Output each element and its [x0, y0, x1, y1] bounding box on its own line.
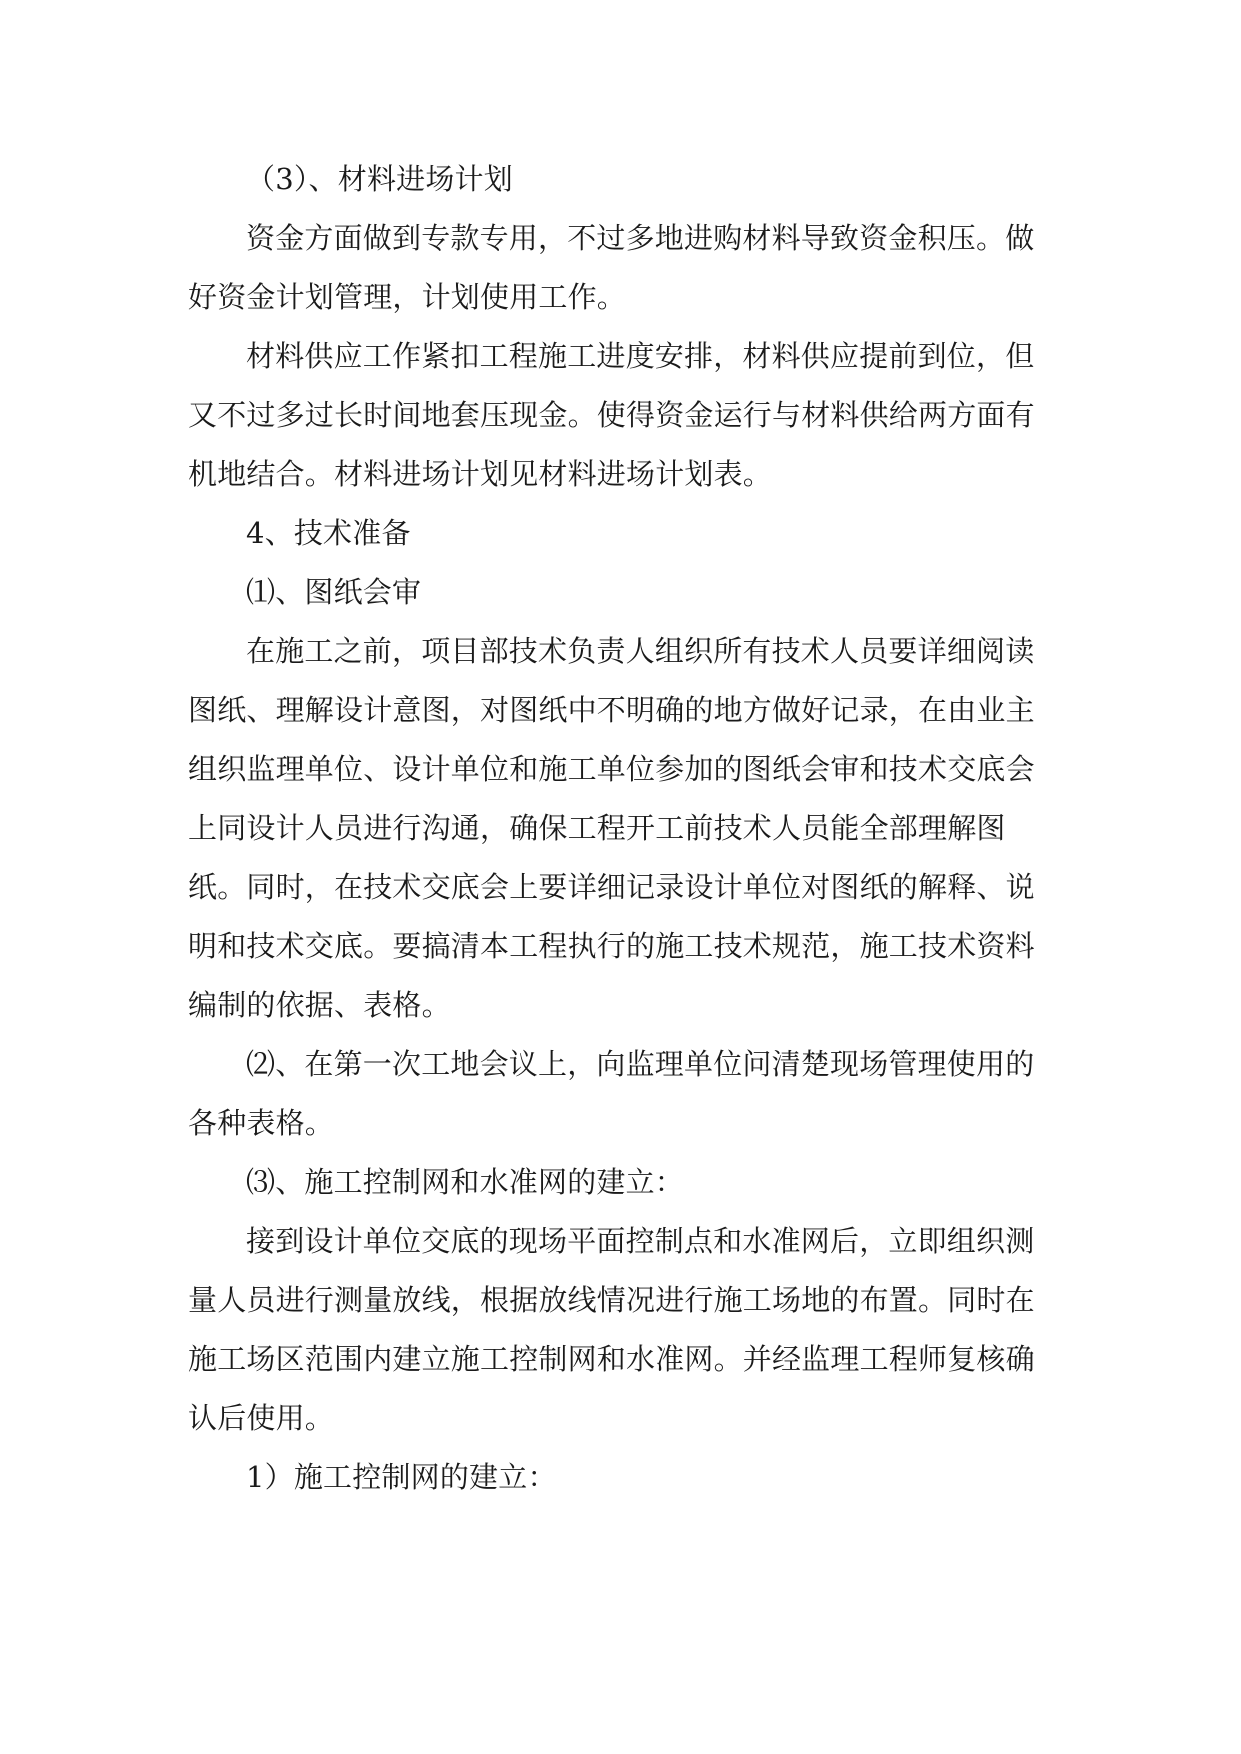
paragraph-material-supply: 材料供应工作紧扣工程施工进度安排，材料供应提前到位，但又不过多过长时间地套压现金。使得资金运行与材料供给两方面有机地结合。材料进场计划见材料进场计划表。 — [188, 339, 1035, 491]
heading-construction-control-network: 1）施工控制网的建立： — [246, 1460, 557, 1494]
heading-material-entry-plan: （3）、材料进场计划 — [246, 162, 513, 196]
paragraph-drawing-review: 在施工之前，项目部技术负责人组织所有技术人员要详细阅读图纸、理解设计意图，对图纸中不明确的地方做好记录，在由业主组织监理单位、设计单位和施工单位参加的图纸会审和技术交底会上同设计人员进行沟通，确保工程开工前技术人员能全部理解图纸。同时，在技术交底会上要详细记录设计单位对图纸的解释、说明和技术交底。要搞清本工程执行的施工技术规范，施工技术资料编制的依据、表格。 — [188, 634, 1035, 1022]
heading-drawing-review: ⑴、图纸会审 — [246, 575, 422, 609]
paragraph-funding: 资金方面做到专款专用，不过多地进购材料导致资金积压。做好资金计划管理，计划使用工作。 — [188, 221, 1035, 314]
document-body — [188, 150, 1063, 1507]
heading-technical-preparation: 4、技术准备 — [246, 516, 411, 550]
heading-control-network: ⑶、施工控制网和水准网的建立： — [246, 1165, 685, 1199]
paragraph-control-network: 接到设计单位交底的现场平面控制点和水准网后，立即组织测量人员进行测量放线，根据放线情况进行施工场地的布置。同时在施工场区范围内建立施工控制网和水准网。并经监理工程师复核确认后使用。 — [188, 1224, 1035, 1435]
paragraph-first-site-meeting: ⑵、在第一次工地会议上，向监理单位问清楚现场管理使用的各种表格。 — [188, 1047, 1035, 1140]
